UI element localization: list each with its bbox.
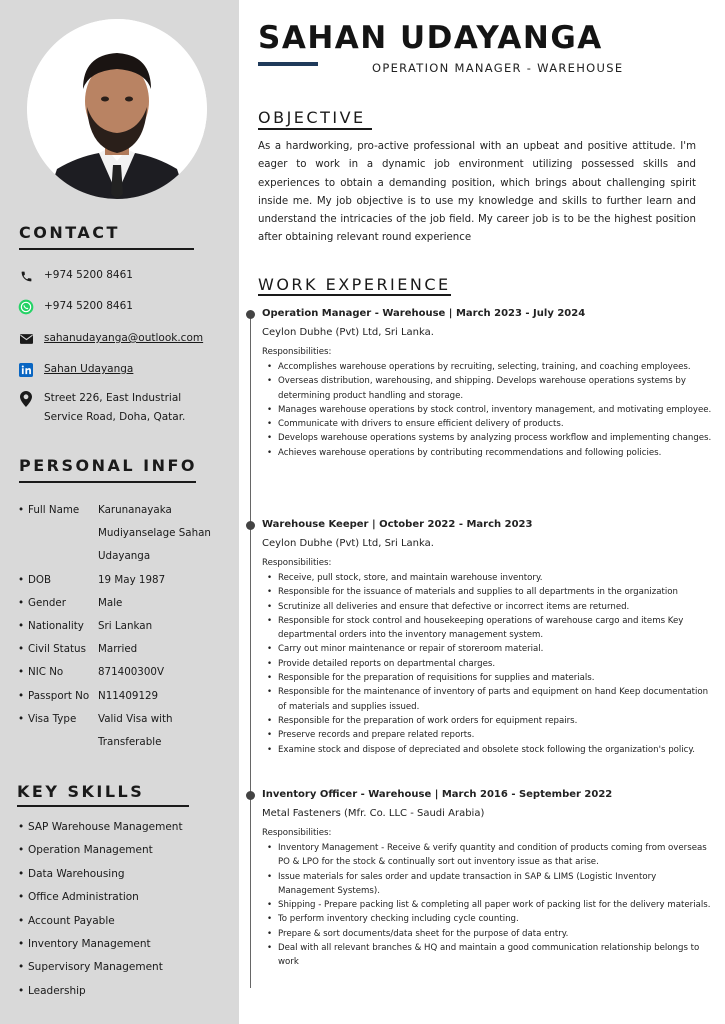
job-title-subtitle: OPERATION MANAGER - WAREHOUSE	[372, 61, 624, 75]
responsibilities-list	[262, 360, 712, 460]
personal-info-heading: PERSONAL INFO	[19, 456, 198, 475]
personal-info-list	[18, 499, 233, 754]
contact-address	[18, 391, 223, 427]
timeline-dot	[246, 310, 255, 319]
skill-item: • Data Warehousing	[18, 867, 125, 880]
linkedin-link[interactable]: Sahan Udayanga	[44, 363, 134, 375]
job-title: Inventory Officer - Warehouse | March 2016 - September 2022	[262, 789, 613, 800]
name-accent-bar	[258, 62, 318, 66]
job-title: Warehouse Keeper | October 2022 - March 2023	[262, 519, 533, 530]
key-skills-heading: KEY SKILLS	[17, 782, 145, 801]
list-item: • Responsible for stock control and housekeeping operations of warehouse cargo and items Key departmental orders into the inventory management system.	[262, 614, 712, 643]
skill-item: • Account Payable	[18, 914, 115, 927]
list-item: • To perform inventory checking including cycle counting.	[262, 912, 712, 926]
job-entry-2	[262, 518, 712, 757]
list-item: • Manages warehouse operations by stock control, inventory management, and motivating employee.	[262, 403, 712, 417]
location-pin-icon	[18, 391, 34, 407]
email-link[interactable]: sahanudayanga@outlook.com	[44, 332, 204, 344]
whatsapp-number[interactable]: +974 5200 8461	[44, 300, 133, 312]
list-item: • Responsible for the preparation of work orders for equipment repairs.	[262, 714, 712, 728]
list-item: • Receive, pull stock, store, and maintain warehouse inventory.	[262, 571, 712, 585]
contact-email	[18, 331, 203, 348]
list-item: • Achieves warehouse operations by contributing recommendations and following policies.	[262, 446, 712, 460]
contact-linkedin	[18, 362, 133, 379]
timeline-dot	[246, 521, 255, 530]
job-company: Ceylon Dubhe (Pvt) Ltd, Sri Lanka.	[262, 538, 434, 549]
skill-item: • Leadership	[18, 984, 86, 997]
list-item: • Responsible for the issuance of materials and supplies to all departments in the organization	[262, 585, 712, 599]
responsibilities-label: Responsibilities:	[262, 347, 332, 357]
key-skills-list	[18, 816, 183, 1003]
profile-photo	[27, 19, 207, 199]
phone-number[interactable]: +974 5200 8461	[44, 269, 133, 281]
work-experience-heading: WORK EXPERIENCE	[258, 275, 451, 294]
whatsapp-icon	[18, 299, 34, 315]
skill-item: • Office Administration	[18, 891, 139, 904]
linkedin-icon	[18, 362, 34, 378]
timeline-dot	[246, 791, 255, 800]
sidebar	[0, 0, 239, 1024]
personal-info-divider	[19, 481, 196, 483]
job-company: Metal Fasteners (Mfr. Co. LLC - Saudi Arabia)	[262, 808, 485, 819]
list-item: • Examine stock and dispose of depreciated and obsolete stock following the organization's policy.	[262, 743, 712, 757]
list-item: • Inventory Management - Receive & verify quantity and condition of products coming from overseas PO & LPO for the stock & continually sort out inventory issue as that arise.	[262, 841, 712, 870]
contact-divider	[19, 248, 194, 250]
list-item: • Issue materials for sales order and update transaction in SAP & LIMS (Logistic Inventory Management Systems).	[262, 870, 712, 899]
list-item: • Shipping - Prepare packing list & completing all paper work of packing list for the delivery materials.	[262, 898, 712, 912]
objective-divider	[258, 128, 372, 130]
email-icon	[18, 331, 34, 347]
list-item: • Preserve records and prepare related reports.	[262, 728, 712, 742]
list-item: • Develops warehouse operations systems by analyzing process workflow and implementing changes.	[262, 431, 712, 445]
responsibilities-list	[262, 841, 712, 970]
responsibilities-label: Responsibilities:	[262, 828, 332, 838]
list-item: • Provide detailed reports on departmental charges.	[262, 657, 712, 671]
responsibilities-list	[262, 571, 712, 757]
work-experience-divider	[258, 294, 451, 296]
info-row-passport: • Passport No N11409129	[18, 689, 159, 702]
objective-text: As a hardworking, pro-active professional with an upbeat and positive attitude. I'm eager to work in a dynamic job environment utilizing possessed skills and experiences to obtain a demanding position, which brings about challenging spirit inside me. My job objective is to use my knowledge and skills to further learn and understand the intricacies of the job field. My career job is to be the highest position after obtaining relevant round experience	[258, 141, 696, 244]
contact-whatsapp	[18, 299, 133, 316]
job-company: Ceylon Dubhe (Pvt) Ltd, Sri Lanka.	[262, 327, 434, 338]
list-item: • Overseas distribution, warehousing, and shipping. Develops warehouse operations systems by determining product handling and storage.	[262, 374, 712, 403]
list-item: • Responsible for the maintenance of inventory of parts and equipment on hand Keep documentation of materials and supplies issued.	[262, 685, 712, 714]
skill-item: • Supervisory Management	[18, 961, 163, 974]
address-text: Street 226, East Industrial Service Road, Doha, Qatar.	[44, 392, 186, 423]
info-row-nic: • NIC No 871400300V	[18, 666, 165, 679]
info-row-visa: • Visa Type Valid Visa with Transferable	[18, 712, 173, 749]
list-item: • Scrutinize all deliveries and ensure that defective or incorrect items are returned.	[262, 600, 712, 614]
info-row-dob: • DOB 19 May 1987	[18, 573, 166, 586]
list-item: • Carry out minor maintenance or repair of storeroom material.	[262, 642, 712, 656]
job-entry-1	[262, 307, 712, 460]
skill-item: • Operation Management	[18, 844, 153, 857]
job-title: Operation Manager - Warehouse | March 2023 - July 2024	[262, 308, 586, 319]
contact-heading: CONTACT	[19, 223, 120, 242]
objective-heading: OBJECTIVE	[258, 108, 366, 127]
key-skills-divider	[17, 805, 189, 807]
list-item: • Prepare & sort documents/data sheet for the purpose of data entry.	[262, 927, 712, 941]
skill-item: • Inventory Management	[18, 938, 151, 951]
timeline-line	[250, 312, 251, 988]
contact-phone	[18, 268, 133, 285]
list-item: • Communicate with drivers to ensure efficient delivery of products.	[262, 417, 712, 431]
list-item: • Deal with all relevant branches & HQ and maintain a good communication relationship belongs to work	[262, 941, 712, 970]
info-row-gender: • Gender Male	[18, 596, 123, 609]
list-item: • Accomplishes warehouse operations by recruiting, selecting, training, and coaching employees.	[262, 360, 712, 374]
responsibilities-label: Responsibilities:	[262, 558, 332, 568]
skill-item: • SAP Warehouse Management	[18, 821, 183, 833]
info-row-civil-status: • Civil Status Married	[18, 643, 138, 656]
list-item: • Responsible for the preparation of requisitions for supplies and materials.	[262, 671, 712, 685]
info-row-full-name: • Full Name Karunanayaka Mudiyanselage Sahan Udayanga	[18, 504, 211, 563]
phone-icon	[18, 268, 34, 284]
info-row-nationality: • Nationality Sri Lankan	[18, 620, 153, 633]
job-entry-3	[262, 788, 712, 970]
candidate-name: SAHAN UDAYANGA	[258, 20, 603, 56]
